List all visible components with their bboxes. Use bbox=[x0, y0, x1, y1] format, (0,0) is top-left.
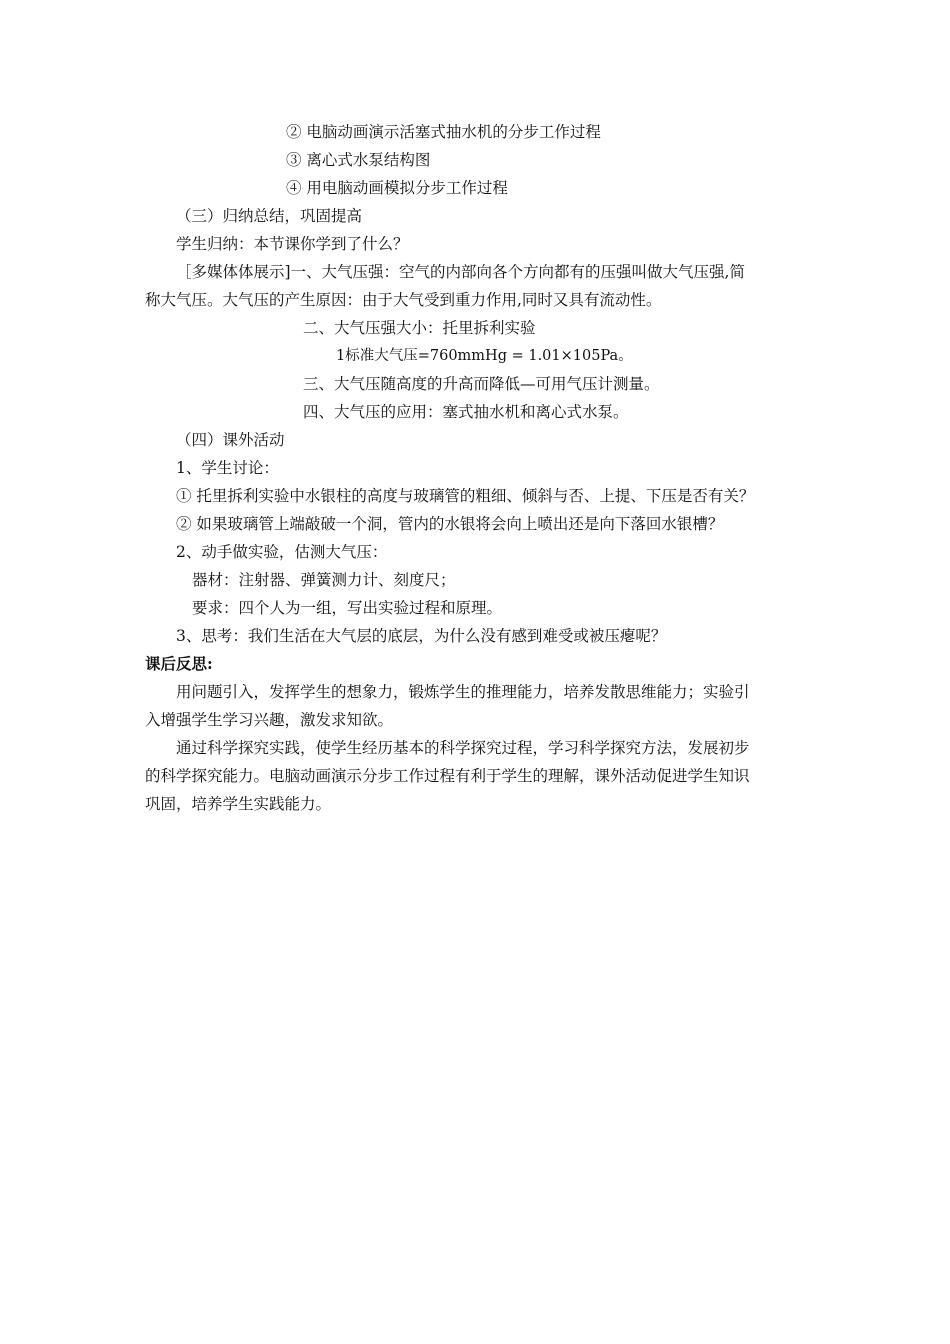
section-heading: 课后反思: bbox=[145, 654, 213, 673]
paragraph: 学生归纳：本节课你学到了什么？ bbox=[176, 235, 409, 253]
paragraph: 的科学探究能力。电脑动画演示分步工作过程有利于学生的理解，课外活动促进学生知识 bbox=[145, 767, 750, 785]
list-item: ④ 用电脑动画模拟分步工作过程 bbox=[286, 179, 508, 197]
formula-line: 1标准大气压=760mmHg = 1.01×105Pa。 bbox=[336, 348, 633, 364]
list-item: ② 电脑动画演示活塞式抽水机的分步工作过程 bbox=[286, 123, 601, 141]
paragraph: 巩固，培养学生实践能力。 bbox=[145, 795, 332, 813]
paragraph: 称大气压。大气压的产生原因：由于大气受到重力作用,同时又具有流动性。 bbox=[145, 291, 662, 309]
list-item: 器材：注射器、弹簧测力计、刻度尺； bbox=[192, 571, 456, 589]
list-item: 二、大气压强大小：托里拆利实验 bbox=[303, 319, 536, 337]
section-heading: （四）课外活动 bbox=[176, 431, 285, 449]
paragraph: 通过科学探究实践，使学生经历基本的科学探究过程，学习科学探究方法，发展初步 bbox=[176, 739, 750, 757]
list-item: 3、思考：我们生活在大气层的底层，为什么没有感到难受或被压瘪呢？ bbox=[176, 627, 667, 645]
paragraph: ［多媒体体展示]一、大气压强：空气的内部向各个方向都有的压强叫做大气压强,简 bbox=[176, 263, 745, 281]
list-item: 三、大气压随高度的升高而降低—可用气压计测量。 bbox=[303, 375, 660, 393]
list-item: 四、大气压的应用：塞式抽水机和离心式水泵。 bbox=[303, 403, 629, 421]
list-item: 要求：四个人为一组，写出实验过程和原理。 bbox=[192, 599, 503, 617]
paragraph: 用问题引入，发挥学生的想象力，锻炼学生的推理能力，培养发散思维能力；实验引 bbox=[176, 683, 750, 701]
list-item: 2、动手做实验，估测大气压： bbox=[176, 543, 388, 561]
list-item: ① 托里拆利实验中水银柱的高度与玻璃管的粗细、倾斜与否、上提、下压是否有关？ bbox=[176, 487, 755, 505]
section-heading: （三）归纳总结，巩固提高 bbox=[176, 207, 363, 225]
paragraph: 入增强学生学习兴趣，激发求知欲。 bbox=[145, 711, 394, 729]
list-item: ② 如果玻璃管上端敲破一个洞，管内的水银将会向上喷出还是向下落回水银槽？ bbox=[176, 515, 724, 533]
list-item: 1、学生讨论： bbox=[176, 459, 279, 477]
list-item: ③ 离心式水泵结构图 bbox=[286, 151, 431, 169]
